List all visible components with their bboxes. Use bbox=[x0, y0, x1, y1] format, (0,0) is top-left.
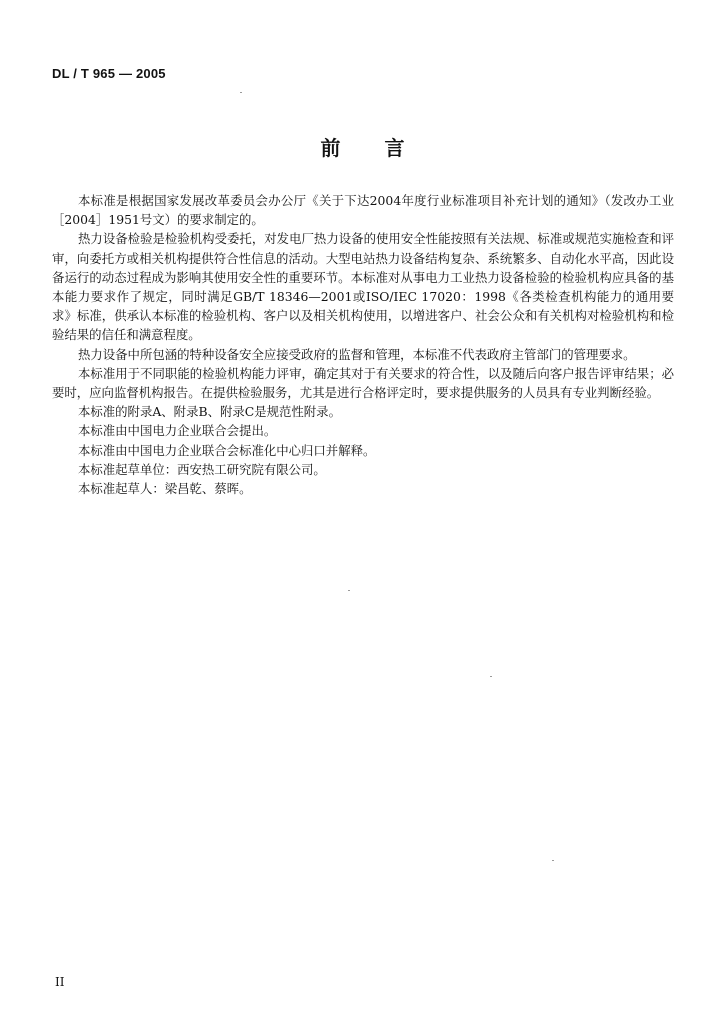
page-title: 前言 bbox=[320, 136, 449, 160]
paragraph-scope: 本标准用于不同职能的检验机构能力评审，确定其对于有关要求的符合性，以及随后向客户报告评审结果；必要时，应向监督机构报告。在提供检验服务，尤其是进行合格评定时，要求提供服务的人员具有专业判断经验。 bbox=[52, 365, 674, 401]
scan-speck bbox=[552, 860, 554, 861]
standard-code: DL / T 965 — 2005 bbox=[52, 66, 166, 81]
scan-speck bbox=[348, 590, 350, 591]
page-number: II bbox=[55, 975, 65, 989]
paragraph-administrator: 本标准由中国电力企业联合会标准化中心归口并解释。 bbox=[78, 442, 376, 458]
scan-speck bbox=[240, 92, 242, 93]
paragraph-supervision: 热力设备中所包涵的特种设备安全应接受政府的监督和管理，本标准不代表政府主管部门的管理要求。 bbox=[78, 346, 636, 362]
paragraph-drafters: 本标准起草人：梁昌乾、蔡晖。 bbox=[78, 481, 252, 497]
paragraph-purpose: 热力设备检验是检验机构受委托，对发电厂热力设备的使用安全性能按照有关法规、标准或规范实施检查和评审，向委托方或相关机构提供符合性信息的活动。大型电站热力设备结构复杂、系统繁多、自动化水平高，因此设备运行的动态过程成为影响其使用安全性的重要环节。本标准对从事电力工业热力设备检验的检验机构应具备的基本能力要求作了规定，同时满足GB/T 18346—2001或ISO/IEC 17020：1998《各类检查机构能力的通用要求》标准，供承认本标准的检验机构、客户以及相关机构使用，以增进客户、社会公众和有关机构对检验机构和检验结果的信任和满意程度。 bbox=[52, 231, 674, 343]
paragraph-proposer: 本标准由中国电力企业联合会提出。 bbox=[78, 423, 277, 439]
scan-speck bbox=[490, 676, 492, 677]
paragraph-annexes: 本标准的附录A、附录B、附录C是规范性附录。 bbox=[78, 404, 341, 420]
foreword-body bbox=[52, 191, 674, 498]
paragraph-drafting-unit: 本标准起草单位：西安热工研究院有限公司。 bbox=[78, 461, 326, 477]
paragraph-basis: 本标准是根据国家发展改革委员会办公厅《关于下达2004年度行业标准项目补充计划的通知》（发改办工业［2004］1951号文）的要求制定的。 bbox=[52, 193, 674, 228]
